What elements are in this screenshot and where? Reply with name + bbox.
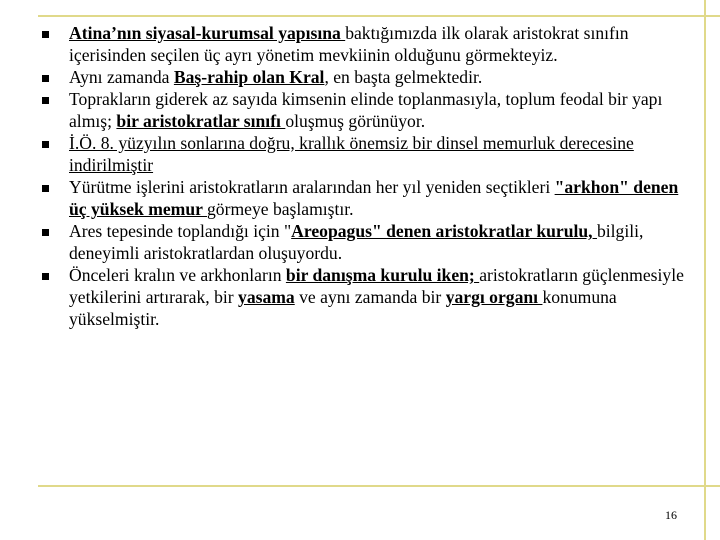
list-item xyxy=(40,176,692,220)
list-item xyxy=(40,22,692,66)
underlined-text: İ.Ö. 8. yüzyılın sonlarına doğru, krallık önemsiz bir dinsel memurluk derecesine indirilmiştir xyxy=(69,133,634,175)
body-text: Önceleri kralın ve arkhonların xyxy=(69,265,286,285)
body-text: Toprakların giderek az sayıda kimsenin elinde toplanmasıyla, toplum feodal bir yapı almış; xyxy=(69,89,663,131)
emphasis-text: Atina’nın siyasal-kurumsal yapısına xyxy=(69,23,346,43)
emphasis-text: "arkhon" denen üç yüksek memur xyxy=(69,177,679,219)
right-rule xyxy=(704,0,706,540)
body-text: aristokratların güçlenmesiyle yetkilerini artırarak, bir xyxy=(69,265,684,307)
list-item xyxy=(40,220,692,264)
square-bullet-icon xyxy=(42,31,49,38)
body-text: Ares tepesinde toplandığı için " xyxy=(69,221,292,241)
body-text: görmeye başlamıştır. xyxy=(207,199,354,219)
body-text: , en başta gelmektedir. xyxy=(324,67,483,87)
list-item xyxy=(40,66,692,88)
emphasis-text: yargı organı xyxy=(445,287,543,307)
emphasis-text: bir danışma kurulu iken; xyxy=(285,265,480,285)
list-item xyxy=(40,132,692,176)
list-item xyxy=(40,264,692,330)
body-text: konumuna yükselmiştir. xyxy=(69,287,617,329)
square-bullet-icon xyxy=(42,185,49,192)
bullet-list xyxy=(40,22,692,330)
page-number: 16 xyxy=(665,508,677,522)
square-bullet-icon xyxy=(42,97,49,104)
square-bullet-icon xyxy=(42,229,49,236)
emphasis-text: yasama xyxy=(238,287,295,307)
emphasis-text: Areopagus" denen aristokratlar kurulu, xyxy=(291,221,597,241)
emphasis-text: bir aristokratlar sınıfı xyxy=(116,111,286,131)
square-bullet-icon xyxy=(42,273,49,280)
body-text: ve aynı zamanda bir xyxy=(294,287,446,307)
list-item xyxy=(40,88,692,132)
bottom-rule xyxy=(38,485,720,487)
body-text: oluşmuş görünüyor. xyxy=(285,111,426,131)
body-text: Yürütme işlerini aristokratların aralarından her yıl yeniden seçtikleri xyxy=(69,177,555,197)
square-bullet-icon xyxy=(42,75,49,82)
body-text: Aynı zamanda xyxy=(69,67,174,87)
emphasis-text: Baş-rahip olan Kral xyxy=(173,67,325,87)
top-rule xyxy=(38,15,720,17)
body-text: bilgili, deneyimli aristokratlardan oluşuyordu. xyxy=(69,221,644,263)
body-text: baktığımızda ilk olarak aristokrat sınıfın içerisinden seçilen üç ayrı yönetim mevkiinin olduğunu görmekteyiz. xyxy=(69,23,629,65)
square-bullet-icon xyxy=(42,141,49,148)
